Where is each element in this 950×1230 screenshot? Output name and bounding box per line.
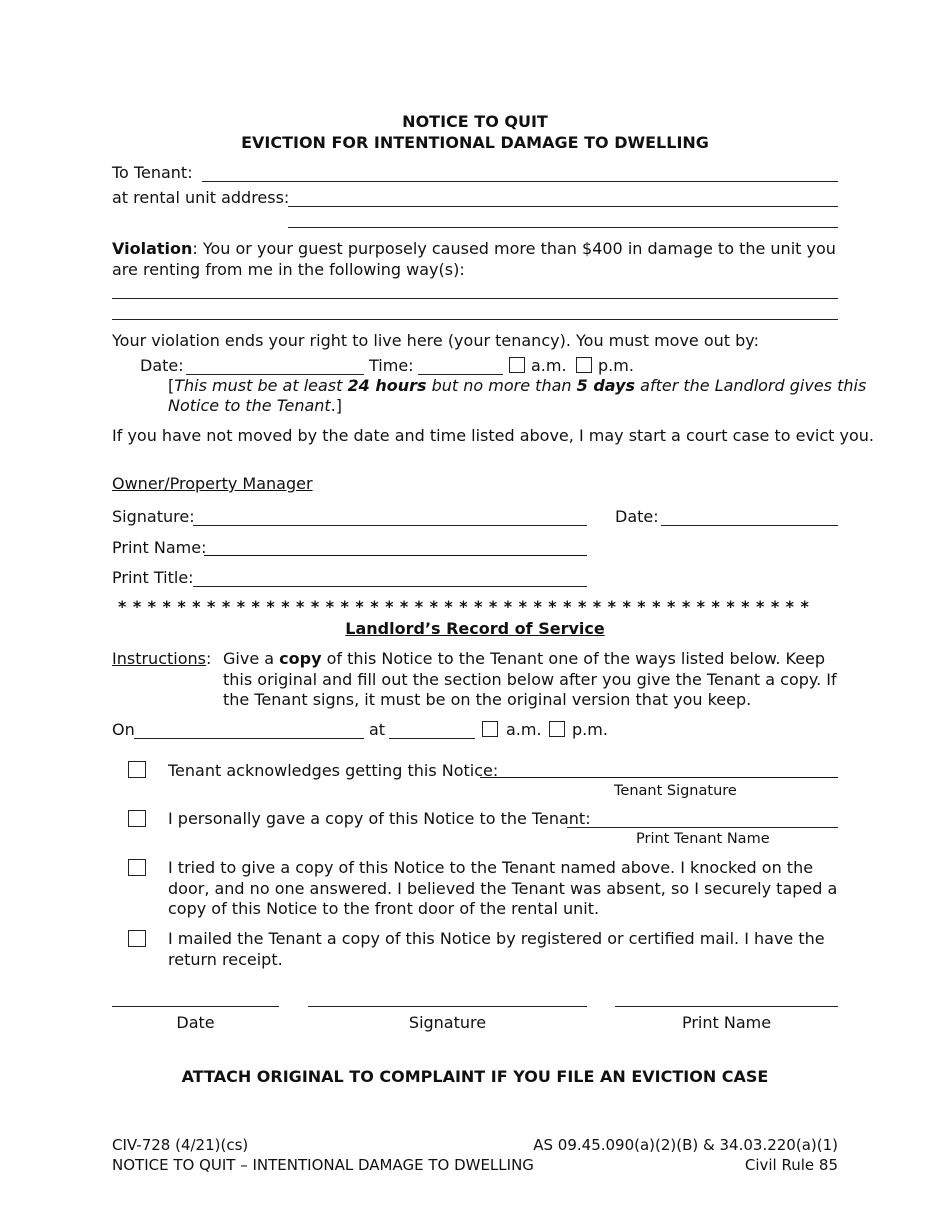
owner-date-label: Date:: [615, 507, 659, 526]
note-part-f: Notice to the Tenant: [168, 396, 331, 415]
service-pm-checkbox[interactable]: [549, 721, 565, 737]
owner-print-title-field[interactable]: [193, 586, 587, 587]
service-am-label: a.m.: [506, 720, 542, 739]
service-date-field[interactable]: [134, 738, 364, 739]
rental-address-field-2[interactable]: [288, 227, 838, 228]
service-am-checkbox[interactable]: [482, 721, 498, 737]
violation-label: Violation: [112, 239, 193, 258]
moveout-note-line2: [168, 396, 342, 416]
moveout-am-checkbox[interactable]: [509, 357, 525, 373]
instr-part-a: Give a: [223, 649, 280, 668]
instr-part-c: of this Notice to the Tenant one of the ways listed below. Keep this original and fill out the section below after you give the Tenant a copy. If the Tenant signs, it must be on the original version that you keep.: [223, 649, 837, 709]
print-tenant-name-field[interactable]: [567, 827, 838, 828]
instructions-label: Instructions: [112, 649, 206, 668]
court-notice: If you have not moved by the date and time listed above, I may start a court case to evict you.: [112, 426, 875, 445]
to-tenant-field[interactable]: [202, 181, 838, 182]
service-at-label: at: [369, 720, 386, 739]
option-mailed-text: I mailed the Tenant a copy of this Notice by registered or certified mail. I have the return receipt.: [168, 929, 825, 969]
violation-field-1[interactable]: [112, 298, 838, 299]
note-part-c: but no more than: [426, 376, 577, 395]
note-part-d: 5 days: [576, 376, 636, 395]
option-acknowledge-text: Tenant acknowledges getting this Notice:: [168, 761, 499, 780]
moveout-pm-label: p.m.: [598, 356, 634, 375]
service-on-label: On: [112, 720, 135, 739]
owner-signature-label: Signature:: [112, 507, 195, 526]
instr-part-b: copy: [279, 649, 322, 668]
caption-signature: Signature: [408, 1013, 487, 1032]
owner-print-name-field[interactable]: [204, 555, 587, 556]
moveout-time-field[interactable]: [418, 374, 503, 375]
moveout-time-label: Time:: [369, 356, 414, 375]
page-subtitle: EVICTION FOR INTENTIONAL DAMAGE TO DWELLING: [241, 133, 709, 152]
instructions-colon: :: [205, 649, 212, 668]
note-part-b: 24 hours: [347, 376, 427, 395]
service-heading: Landlord’s Record of Service: [345, 619, 605, 638]
note-part-a: This must be at least: [174, 376, 348, 395]
tenant-signature-field[interactable]: [480, 777, 838, 778]
violation-field-2[interactable]: [112, 319, 838, 320]
service-time-field[interactable]: [389, 738, 475, 739]
moveout-date-field[interactable]: [186, 374, 364, 375]
separator-stars: * * * * * * * * * * * * * * * * * * * * * * * * * * * * * * * * * * * * * * * * * * * * * * *: [118, 597, 810, 616]
footer-statute: AS 09.45.090(a)(2)(B) & 34.03.220(a)(1): [533, 1136, 838, 1154]
moveout-intro: Your violation ends your right to live here (your tenancy). You must move out by:: [112, 331, 759, 350]
footer-rule: Civil Rule 85: [744, 1156, 838, 1174]
instructions-label-wrap: [112, 649, 211, 669]
owner-print-title-label: Print Title:: [112, 568, 194, 587]
moveout-note-line1: [168, 376, 866, 396]
caption-print-name: Print Name: [681, 1013, 772, 1032]
service-sign-signature-field[interactable]: [308, 1006, 587, 1007]
option-personal-text: I personally gave a copy of this Notice to the Tenant:: [168, 809, 591, 828]
owner-print-name-label: Print Name:: [112, 538, 207, 557]
moveout-date-label: Date:: [140, 356, 184, 375]
service-sign-date-field[interactable]: [112, 1006, 279, 1007]
page-title: NOTICE TO QUIT: [402, 112, 548, 131]
option-taped-checkbox[interactable]: [128, 859, 146, 876]
note-bracket-open: [: [168, 376, 175, 395]
owner-signature-field[interactable]: [193, 525, 587, 526]
note-part-e: after the Landlord gives this: [635, 376, 867, 395]
print-tenant-name-caption: Print Tenant Name: [636, 831, 770, 847]
to-tenant-label: To Tenant:: [112, 163, 193, 182]
option-taped-text: I tried to give a copy of this Notice to the Tenant named above. I knocked on the door, and no one answered. I believed the Tenant was absent, so I securely taped a copy of this Notice to the front door of the rental unit.: [168, 858, 838, 918]
owner-date-field[interactable]: [661, 525, 838, 526]
moveout-pm-checkbox[interactable]: [576, 357, 592, 373]
rental-address-field-1[interactable]: [288, 206, 838, 207]
caption-date: Date: [176, 1013, 215, 1032]
instructions-text: [223, 649, 845, 711]
option-mailed-checkbox[interactable]: [128, 930, 146, 947]
tenant-signature-caption: Tenant Signature: [614, 783, 737, 799]
footer-form-title: NOTICE TO QUIT – INTENTIONAL DAMAGE TO DWELLING: [112, 1156, 534, 1174]
footer-form-id: CIV-728 (4/21)(cs): [112, 1136, 249, 1154]
note-bracket-close: .]: [330, 396, 343, 415]
violation-description: : You or your guest purposely caused more than $400 in damage to the unit you are renting from me in the following way(s):: [112, 239, 836, 279]
moveout-am-label: a.m.: [531, 356, 567, 375]
rental-address-label: at rental unit address:: [112, 188, 290, 207]
violation-text: [112, 239, 842, 280]
attach-notice: ATTACH ORIGINAL TO COMPLAINT IF YOU FILE AN EVICTION CASE: [181, 1067, 769, 1086]
service-pm-label: p.m.: [572, 720, 608, 739]
owner-heading: Owner/Property Manager: [112, 474, 313, 493]
service-sign-name-field[interactable]: [615, 1006, 838, 1007]
option-acknowledge-checkbox[interactable]: [128, 761, 146, 778]
option-personal-checkbox[interactable]: [128, 810, 146, 827]
